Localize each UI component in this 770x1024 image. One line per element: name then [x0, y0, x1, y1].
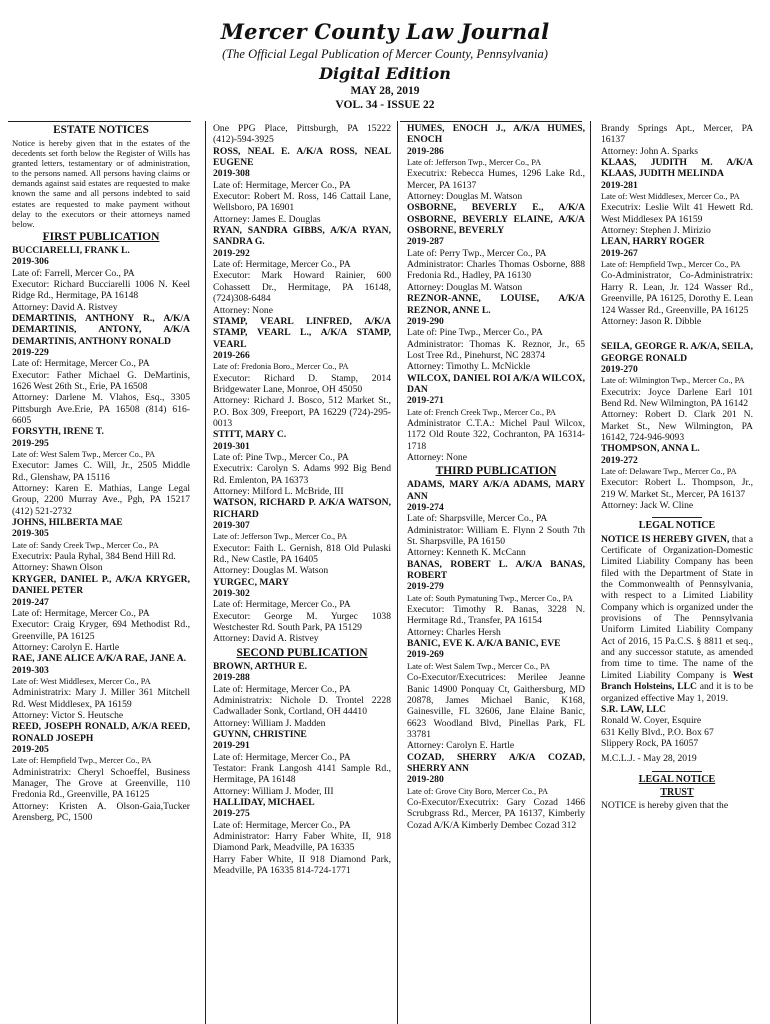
estate-detail: Late of: Hermitage, Mercer Co., PA — [213, 599, 351, 611]
estate-list — [407, 123, 585, 463]
decedent-name: STAMP, VEARL LINFRED, A/K/A STAMP, VEARL L., A/K/A STAMP, VEARL — [213, 315, 391, 350]
decedent-name: ROSS, NEAL E. A/K/A ROSS, NEAL EUGENE — [213, 145, 391, 169]
estate-detail: Attorney: Victor S. Heutsche — [12, 709, 124, 721]
estate-detail: Late of: Wilmington Twp., Mercer Co., PA — [601, 376, 745, 386]
estate-number: 2019-280 — [407, 774, 444, 786]
decedent-name: KRYGER, DANIEL P., A/K/A KRYGER, DANIEL PETER — [12, 573, 190, 597]
decedent-name: WATSON, RICHARD P. A/K/A WATSON, RICHARD — [213, 497, 391, 520]
decedent-name: STITT, MARY C. — [213, 429, 287, 441]
estate-detail: Late of: West Salem Twp., Mercer Co., PA — [12, 450, 156, 460]
estate-detail: Attorney: William J. Moder, III — [213, 785, 334, 797]
estate-entry — [601, 443, 753, 511]
estate-detail: Executor: Robert L. Thompson, Jr., 219 W. Market St., Mercer, PA 16137 — [601, 477, 753, 500]
estate-entry — [12, 517, 190, 574]
estate-number: 2019-306 — [12, 256, 49, 268]
estate-detail: Late of: Jefferson Twp., Mercer Co., PA — [213, 532, 348, 542]
column-top-rule — [8, 121, 191, 122]
estate-detail: Executrix: Leslie Wilt 41 Hewett Rd. West Middlesex PA 16159 — [601, 202, 753, 225]
estate-entry — [407, 479, 585, 558]
decedent-name: HALLIDAY, MICHAEL — [213, 796, 315, 808]
first-publication-heading: FIRST PUBLICATION — [42, 230, 160, 243]
company-name: West Branch Holsteins, LLC — [601, 669, 753, 693]
masthead — [0, 0, 770, 112]
estate-number: 2019-305 — [12, 528, 49, 540]
estate-detail: Administrator: Harry Faber White, II, 918 Diamond Park, Meadville, PA 16335 — [213, 830, 391, 854]
estate-entry — [12, 313, 190, 426]
column-2 — [213, 123, 391, 876]
estate-number: 2019-303 — [12, 664, 49, 676]
estate-number: 2019-286 — [407, 145, 444, 157]
estate-number: 2019-307 — [213, 520, 250, 532]
estate-detail: Executor: Robert M. Ross, 146 Cattail Lane, Wellsboro, PA 16901 — [213, 191, 391, 214]
estate-detail: Late of: Hermitage, Mercer Co., PA — [213, 179, 351, 191]
estate-detail: Attorney: Darlene M. Vlahos, Esq., 3305 Pittsburgh Ave.Erie, PA 16508 (814) 616-6605 — [12, 392, 190, 426]
estate-detail: Late of: Hempfield Twp., Mercer Co., PA — [601, 260, 741, 270]
estate-detail: Late of: West Middlesex, Mercer Co., PA — [12, 676, 151, 686]
notice-text: that a Certificate of Organization-Domestic Limited Liability Company has been filed with the Department of State in the Commonwealth of Pennsylvania, with respect to a Limited Liability Company which is organized under the provisions of The Pennsylvania Uniform Limited Liability Company Act of 2016, 15 Pa.C.S. § 8811 et seq., and any successor statute, as amended from time to time. The name of the Limited Liability Company is — [601, 533, 754, 681]
second-publication-heading: SECOND PUBLICATION — [236, 646, 368, 659]
estate-detail: Late of: Jefferson Twp., Mercer Co., PA — [407, 158, 542, 168]
estate-detail: Attorney: Milford L. McBride, III — [213, 486, 344, 497]
estate-detail: Attorney: Douglas M. Watson — [407, 281, 523, 293]
estate-entry — [407, 373, 585, 464]
estate-entry — [407, 202, 585, 293]
estate-detail: Attorney: Carolyn E. Hartle — [12, 641, 120, 653]
estate-detail: Late of: South Pymatuning Twp., Mercer Co., PA — [407, 593, 573, 603]
estate-number: 2019-295 — [12, 437, 49, 449]
estate-detail: Executor: Craig Kryger, 694 Methodist Rd., Greenville, PA 16125 — [12, 619, 190, 642]
journal-title: Mercer County Law Journal — [220, 19, 550, 44]
decedent-name: REZNOR-ANNE, LOUISE, A/K/A REZNOR, ANNE L. — [407, 293, 585, 316]
text-line: Ronald W. Coyer, Esquire — [601, 715, 702, 727]
estate-detail: Executrix: Rebecca Humes, 1296 Lake Rd., Mercer, PA 16137 — [407, 168, 585, 191]
estate-number: 2019-205 — [12, 743, 49, 755]
estate-number: 2019-302 — [213, 588, 250, 600]
estate-detail: Late of: Farrell, Mercer Co., PA — [12, 267, 135, 279]
estate-detail: Late of: Delaware Twp., Mercer Co., PA — [601, 466, 737, 476]
estate-entry — [12, 245, 190, 313]
decedent-name: BANAS, ROBERT L. A/K/A BANAS, ROBERT — [407, 558, 585, 582]
notice-columns — [0, 121, 770, 1024]
column-divider — [397, 121, 398, 1024]
estate-entry — [601, 341, 753, 443]
estate-detail: Executrix: Carolyn S. Adams 992 Big Bend Rd. Emlenton, PA 16373 — [213, 463, 391, 486]
law-firm-name: S.R. LAW, LLC — [601, 703, 666, 715]
text-line: 631 Kelly Blvd., P.O. Box 67 — [601, 726, 714, 738]
estate-detail: Testator: Frank Langosh 4141 Sample Rd., Hermitage, PA 16148 — [213, 762, 391, 786]
estate-number: 2019-270 — [601, 363, 638, 375]
estate-entry — [213, 729, 391, 797]
estate-detail: Co-Executor/Executrix: Gary Cozad 1466 Scrubgrass Rd., Mercer, PA 16137, Kimberly Cozad A/K/A Kimberly Dembec Cozad 312 — [407, 796, 585, 831]
decedent-name: DEMARTINIS, ANTHONY R., A/K/A DEMARTINIS, ANTONY, A/K/A DEMARTINIS, ANTHONY RONALD — [12, 312, 190, 347]
estate-detail: Attorney: James E. Douglas — [213, 213, 321, 225]
estate-detail: Attorney: Carolyn E. Hartle — [407, 740, 515, 752]
estate-list — [213, 661, 391, 877]
notice-text: and it is to be organized effective May 1, 2019. — [601, 681, 753, 704]
column-4 — [601, 123, 753, 812]
estate-entry — [12, 721, 190, 823]
estate-detail: Late of: West Salem Twp., Mercer Co., PA — [407, 661, 551, 671]
estate-detail: Late of: Hermitage, Mercer Co., PA — [213, 259, 351, 271]
estate-detail: Harry Faber White, II 918 Diamond Park, Meadville, PA 16335 814-724-1771 — [213, 853, 391, 876]
column-divider — [590, 121, 591, 1024]
estate-detail: Late of: Perry Twp., Mercer Co., PA — [407, 247, 547, 259]
text-line: One PPG Place, Pittsburgh, PA 15222 (412)-594-3925 — [213, 123, 391, 146]
text-line: Brandy Springs Apt., Mercer, PA 16137 — [601, 123, 753, 146]
estate-detail: Executrix: Paula Ryhal, 384 Bend Hill Rd. — [12, 551, 176, 563]
estate-detail: Late of: Hermitage, Mercer Co., PA — [213, 751, 351, 763]
estate-number: 2019-275 — [213, 808, 250, 820]
estate-detail: Executor: Father Michael G. DeMartinis, 1626 West 26th St., Erie, PA 16508 — [12, 369, 190, 392]
estate-detail: Late of: Hempfield Twp., Mercer Co., PA — [12, 756, 152, 766]
estate-list — [213, 146, 391, 645]
decedent-name: HUMES, ENOCH J., A/K/A HUMES, ENOCH — [407, 123, 585, 146]
estate-number: 2019-274 — [407, 502, 444, 513]
estate-detail: Late of: Grove City Boro, Mercer Co., PA — [407, 786, 549, 796]
estate-entry — [12, 653, 190, 721]
estate-detail: Administratrix: Cheryl Schoeffel, Business Manager, The Grove at Greenville, 110 Fredonia Rd., Greenville, PA 16125 — [12, 766, 190, 801]
estate-detail: Attorney: David A. Ristvey — [213, 633, 319, 645]
decedent-name: LEAN, HARRY ROGER — [601, 236, 705, 248]
issue-volume: VOL. 34 - ISSUE 22 — [335, 99, 435, 111]
estate-entry — [213, 797, 391, 876]
estate-detail: Late of: Pine Twp., Mercer Co., PA — [213, 451, 349, 463]
estate-number: 2019-272 — [601, 454, 638, 466]
estate-number: 2019-288 — [213, 672, 250, 684]
estate-number: 2019-271 — [407, 395, 444, 407]
estate-entry — [601, 236, 753, 327]
estate-number: 2019-291 — [213, 740, 250, 752]
notice-lead: NOTICE IS HEREBY GIVEN, — [601, 533, 730, 545]
column-3 — [407, 123, 585, 831]
estate-entry — [407, 559, 585, 638]
column-divider — [205, 121, 206, 1024]
estate-detail: Attorney: Stephen J. Mirizio — [601, 225, 711, 237]
estate-detail: Administratrix: Nichole D. Trontel 2228 Cadwallader Sonk, Cortland, OH 44410 — [213, 694, 391, 718]
estate-entry — [12, 574, 190, 653]
estate-entry — [407, 293, 585, 372]
continued-text — [601, 123, 753, 157]
decedent-name: OSBORNE, BEVERLY E., A/K/A OSBORNE, BEVERLY ELAINE, A/K/A OSBORNE, BEVERLY — [407, 202, 585, 237]
estate-detail: Executor: Mark Howard Rainier, 600 Cohassett Dr., Hermitage, PA 16148, (724)308-6484 — [213, 270, 391, 305]
estate-number: 2019-281 — [601, 179, 638, 191]
publication-ref: M.C.L.J. - May 28, 2019 — [601, 753, 697, 765]
estate-detail: Attorney: None — [407, 451, 467, 463]
estate-number: 2019-287 — [407, 236, 444, 248]
estate-number: 2019-279 — [407, 581, 444, 593]
estate-number: 2019-292 — [213, 247, 250, 259]
estate-entry — [213, 497, 391, 576]
estate-entry — [213, 577, 391, 645]
legal-notice-body — [601, 534, 753, 704]
estate-number: 2019-266 — [213, 349, 250, 361]
estate-detail: Administrator C.T.A.: Michel Paul Wilcox, 1172 Old Route 322, Cochranton, PA 16314-1718 — [407, 417, 585, 452]
estate-entry — [213, 146, 391, 225]
decedent-name: JOHNS, HILBERTA MAE — [12, 517, 123, 529]
estate-detail: Late of: Sandy Creek Twp., Mercer Co., PA — [12, 540, 159, 550]
text-line: Slippery Rock, PA 16057 — [601, 737, 699, 749]
estate-entry — [407, 123, 585, 202]
estate-detail: Late of: Hermitage, Mercer Co., PA — [12, 607, 150, 619]
decedent-name: RAE, JANE ALICE A/K/A RAE, JANE A. — [12, 653, 187, 665]
legal-notice-heading: LEGAL NOTICE — [638, 520, 716, 532]
estate-detail: Late of: French Creek Twp., Mercer Co., PA — [407, 407, 556, 417]
continued-text — [213, 123, 391, 146]
estate-entry — [213, 316, 391, 429]
estate-list — [601, 341, 753, 511]
text-line: Attorney: John A. Sparks — [601, 145, 699, 157]
estate-detail: Late of: Fredonia Boro., Mercer Co., PA — [213, 362, 349, 372]
estate-entry — [407, 638, 585, 751]
estate-detail: Attorney: Charles Hersh — [407, 626, 501, 638]
estate-detail: Administrator: Thomas K. Reznor, Jr., 65 Lost Tree Rd., Pinehurst, NC 28374 — [407, 338, 585, 361]
estate-notices-heading: ESTATE NOTICES — [53, 124, 149, 136]
estate-list — [601, 157, 753, 327]
estate-detail: Co-Executor/Executrices: Merilee Jeanne Banic 14900 Ponquay Ct, Gaithersburg, MD 20878, James Michael Banic, K168, Gainesville, FL 32606, Jane Elaine Banic, 6623 Woodland Blvd, Pinellas Park, FL 33781 — [407, 672, 585, 740]
decedent-name: RYAN, SANDRA GIBBS, A/K/A RYAN, SANDRA G. — [213, 225, 391, 248]
decedent-name: ADAMS, MARY A/K/A ADAMS, MARY ANN — [407, 479, 585, 502]
estate-detail: Attorney: None — [213, 304, 273, 316]
decedent-name: FORSYTH, IRENE T. — [12, 426, 104, 438]
estate-detail: Late of: Hermitage, Mercer Co., PA — [213, 683, 351, 695]
estate-detail: Attorney: Karen E. Mathias, Lange Legal Group, 2200 Murray Ave., Pgh, PA 15217 (412) 521-2732 — [12, 483, 190, 517]
estate-detail: Attorney: William J. Madden — [213, 717, 326, 729]
estate-detail: Attorney: Jack W. Cline — [601, 500, 694, 511]
estate-number: 2019-267 — [601, 247, 638, 259]
decedent-name: KLAAS, JUDITH M. A/K/A KLAAS, JUDITH MELINDA — [601, 157, 753, 180]
estate-detail: Attorney: Douglas M. Watson — [213, 565, 329, 577]
firm-address — [601, 715, 753, 749]
estate-detail: Late of: Pine Twp., Mercer Co., PA — [407, 327, 543, 339]
estate-detail: Co-Administrator, Co-Administratrix: Harry R. Lean, Jr. 124 Wasser Rd., Greenville, PA 16125, Dorothy E. Lean 124 Wasser Rd., Greenville, PA 16125 — [601, 270, 753, 316]
third-publication-heading: THIRD PUBLICATION — [435, 465, 557, 478]
estate-detail: Attorney: Timothy L. McNickle — [407, 361, 531, 373]
estate-detail: Attorney: Kenneth K. McCann — [407, 547, 526, 559]
legal-notice-heading: LEGAL NOTICE — [638, 773, 716, 785]
estate-list — [407, 479, 585, 831]
decedent-name: COZAD, SHERRY A/K/A COZAD, SHERRY ANN — [407, 751, 585, 774]
estate-list — [12, 245, 190, 824]
estate-number: 2019-247 — [12, 596, 49, 608]
estate-detail: Administratrix: Mary J. Miller 361 Mitchell Rd. West Middlesex, PA 16159 — [12, 687, 190, 710]
estate-detail: Executor: George M. Yurgec 1038 Westchester Rd. South Park, PA 15129 — [213, 610, 391, 634]
decedent-name: REED, JOSEPH RONALD, A/K/A REED, RONALD JOSEPH — [12, 721, 190, 744]
estate-detail: Executrix: Joyce Darlene Earl 101 Bend Rd. New Wilmington, PA 16142 — [601, 386, 753, 409]
decedent-name: YURGEC, MARY — [213, 576, 289, 588]
estate-entry — [213, 429, 391, 497]
estate-detail: Attorney: Jason R. Dibble — [601, 315, 702, 327]
estate-detail: Attorney: Kristen A. Olson-Gaia,Tucker Arensberg, PC, 1500 — [12, 800, 190, 824]
estate-detail: Late of: West Middlesex, Mercer Co., PA — [601, 192, 740, 202]
estate-detail: Administrator: Charles Thomas Osborne, 888 Fredonia Rd., Hadley, PA 16130 — [407, 259, 585, 282]
estate-number: 2019-308 — [213, 168, 250, 180]
estate-detail: Executor: Timothy R. Banas, 3228 N. Hermitage Rd., Transfer, PA 16154 — [407, 604, 585, 627]
divider-rule — [652, 517, 702, 518]
estate-number: 2019-301 — [213, 440, 250, 452]
estate-detail: Late of: Hermitage, Mercer Co., PA — [12, 358, 150, 370]
column-1 — [12, 123, 190, 823]
divider-rule — [652, 771, 702, 772]
estate-detail: Late of: Sharpsville, Mercer Co., PA — [407, 513, 548, 525]
estate-entry — [601, 157, 753, 236]
estate-number: 2019-290 — [407, 315, 444, 327]
journal-subtitle: (The Official Legal Publication of Mercer County, Pennsylvania) — [222, 47, 548, 61]
estate-detail: Executor: James C. Will, Jr., 2505 Middle Rd., Glenshaw, PA 15116 — [12, 460, 190, 483]
estate-detail: Attorney: Shawn Olson — [12, 562, 103, 574]
estate-detail: Executor: Richard Bucciarelli 1006 N. Keel Ridge Rd., Hermitage, PA 16148 — [12, 278, 190, 302]
estate-detail: Attorney: David A. Ristvey — [12, 301, 118, 313]
estate-detail: Executor: Richard D. Stamp, 2014 Bridgewater Lane, Monroe, OH 45050 — [213, 372, 391, 395]
estate-detail: Attorney: Douglas M. Watson — [407, 191, 523, 203]
decedent-name: GUYNN, CHRISTINE — [213, 728, 307, 740]
estate-entry — [213, 225, 391, 316]
decedent-name: THOMPSON, ANNA L. — [601, 443, 700, 455]
column-top-rule — [400, 121, 582, 122]
estate-detail: Administrator: William E. Flynn 2 South 7th St. Sharpsville, PA 16150 — [407, 524, 585, 548]
estate-number: 2019-269 — [407, 649, 444, 661]
decedent-name: BROWN, ARTHUR E. — [213, 660, 308, 672]
decedent-name: WILCOX, DANIEL ROI A/K/A WILCOX, DAN — [407, 372, 585, 395]
edition-label: Digital Edition — [319, 64, 451, 83]
estate-entry — [12, 426, 190, 517]
estate-detail: Late of: Hermitage, Mercer Co., PA — [213, 819, 351, 831]
decedent-name: SEILA, GEORGE R. A/K/A, SEILA, GEORGE RONALD — [601, 341, 753, 364]
estate-entry — [407, 752, 585, 831]
estate-number: 2019-229 — [12, 346, 49, 358]
decedent-name: BANIC, EVE K. A/K/A BANIC, EVE — [407, 638, 561, 650]
estate-detail: Attorney: Richard J. Bosco, 512 Market St., P.O. Box 309, Freeport, PA 16229 (724)-295-0013 — [213, 395, 391, 429]
legal-notice-body: NOTICE is hereby given that the — [601, 800, 729, 812]
decedent-name: BUCCIARELLI, FRANK L. — [12, 244, 130, 256]
estate-detail: Attorney: Robert D. Clark 201 N. Market St., New Wilmington, PA 16142, 724-946-9093 — [601, 409, 753, 443]
issue-date: MAY 28, 2019 — [350, 85, 420, 97]
trust-subheading: TRUST — [660, 786, 694, 798]
estate-notices-intro: Notice is hereby given that in the estates of the decedents set forth below the Register of Wills has granted letters, testamentary or of administration, to the persons named. All persons having claims or demands against said estates are requested to make known the same and all persons indebted to said estates are requested to make payment without delay to the executors or their attorneys named below. — [12, 138, 190, 229]
estate-entry — [213, 661, 391, 729]
estate-detail: Executor: Faith L. Gernish, 818 Old Pulaski Rd., New Castle, PA 16405 — [213, 542, 391, 566]
